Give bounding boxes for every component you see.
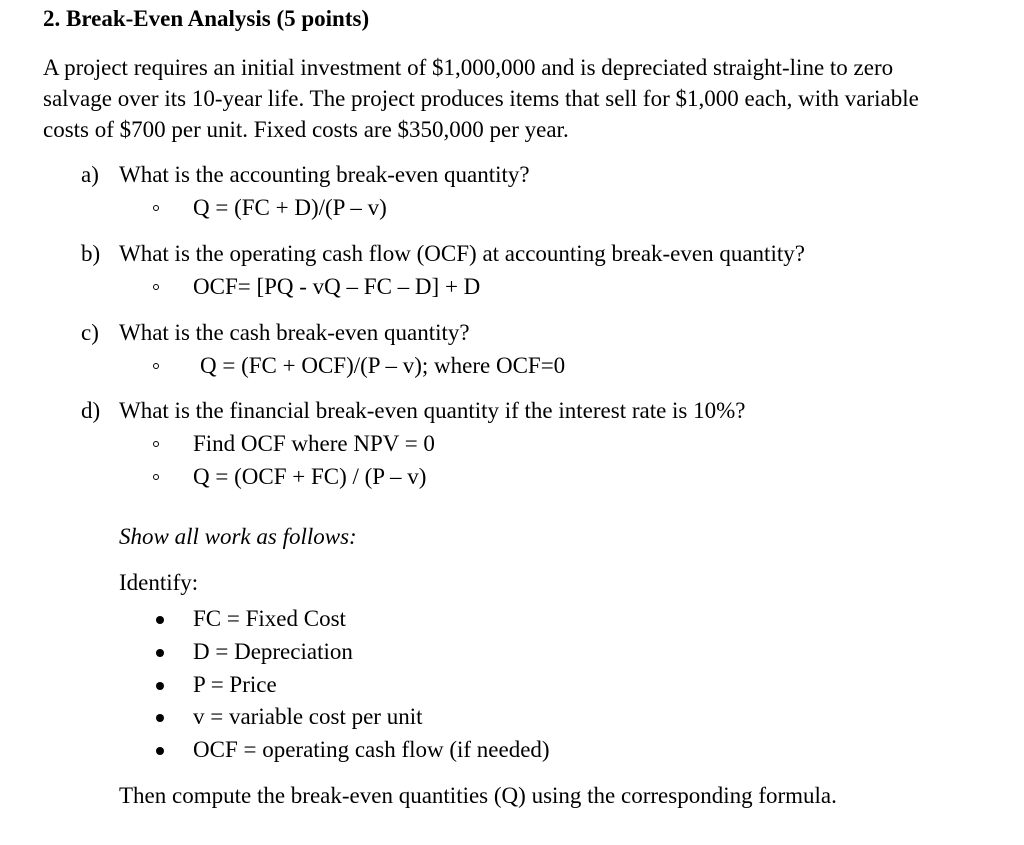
question-b-text: What is the operating cash flow (OCF) at accounting break-even quantity? bbox=[119, 241, 805, 266]
identify-item: FC = Fixed Cost bbox=[193, 606, 346, 631]
question-c-label: c) bbox=[81, 320, 99, 345]
closing-instruction: Then compute the break-even quantities (Q) using the corresponding formula. bbox=[119, 783, 837, 808]
question-c-formula: Q = (FC + OCF)/(P – v); where OCF=0 bbox=[200, 353, 566, 378]
hollow-bullet-icon bbox=[153, 474, 159, 480]
identify-item: D = Depreciation bbox=[193, 639, 353, 664]
question-d-hint: Find OCF where NPV = 0 bbox=[193, 431, 435, 456]
question-d-text: What is the financial break-even quantity if the interest rate is 10%? bbox=[119, 398, 746, 423]
question-a-label: a) bbox=[81, 162, 99, 187]
bullet-icon bbox=[156, 649, 164, 657]
question-a-formula: Q = (FC + D)/(P – v) bbox=[193, 195, 387, 220]
identify-item: OCF = operating cash flow (if needed) bbox=[193, 737, 550, 762]
problem-statement-line: A project requires an initial investment of $1,000,000 and is depreciated straight-line to zero bbox=[43, 55, 894, 80]
problem-statement-line: costs of $700 per unit. Fixed costs are $350,000 per year. bbox=[43, 117, 569, 142]
problem-statement-line: salvage over its 10-year life. The project produces items that sell for $1,000 each, with variable bbox=[43, 86, 919, 111]
hollow-bullet-icon bbox=[153, 284, 159, 290]
question-d-formula: Q = (OCF + FC) / (P – v) bbox=[193, 464, 427, 489]
bullet-icon bbox=[156, 616, 164, 624]
question-c-text: What is the cash break-even quantity? bbox=[119, 320, 470, 345]
identify-item: v = variable cost per unit bbox=[193, 704, 423, 729]
show-work-heading: Show all work as follows: bbox=[119, 524, 357, 549]
problem-title: 2. Break-Even Analysis (5 points) bbox=[43, 6, 370, 31]
bullet-icon bbox=[156, 682, 164, 690]
hollow-bullet-icon bbox=[153, 205, 159, 211]
identify-item: P = Price bbox=[193, 672, 277, 697]
question-b-label: b) bbox=[81, 241, 101, 266]
question-b-formula: OCF= [PQ - vQ – FC – D] + D bbox=[193, 274, 481, 299]
question-d-label: d) bbox=[81, 398, 101, 423]
identify-label: Identify: bbox=[119, 570, 199, 595]
problem-statement bbox=[43, 52, 1003, 145]
hollow-bullet-icon bbox=[153, 363, 159, 369]
bullet-icon bbox=[156, 714, 164, 722]
question-a-text: What is the accounting break-even quantity? bbox=[119, 162, 530, 187]
hollow-bullet-icon bbox=[153, 441, 159, 447]
bullet-icon bbox=[156, 747, 164, 755]
